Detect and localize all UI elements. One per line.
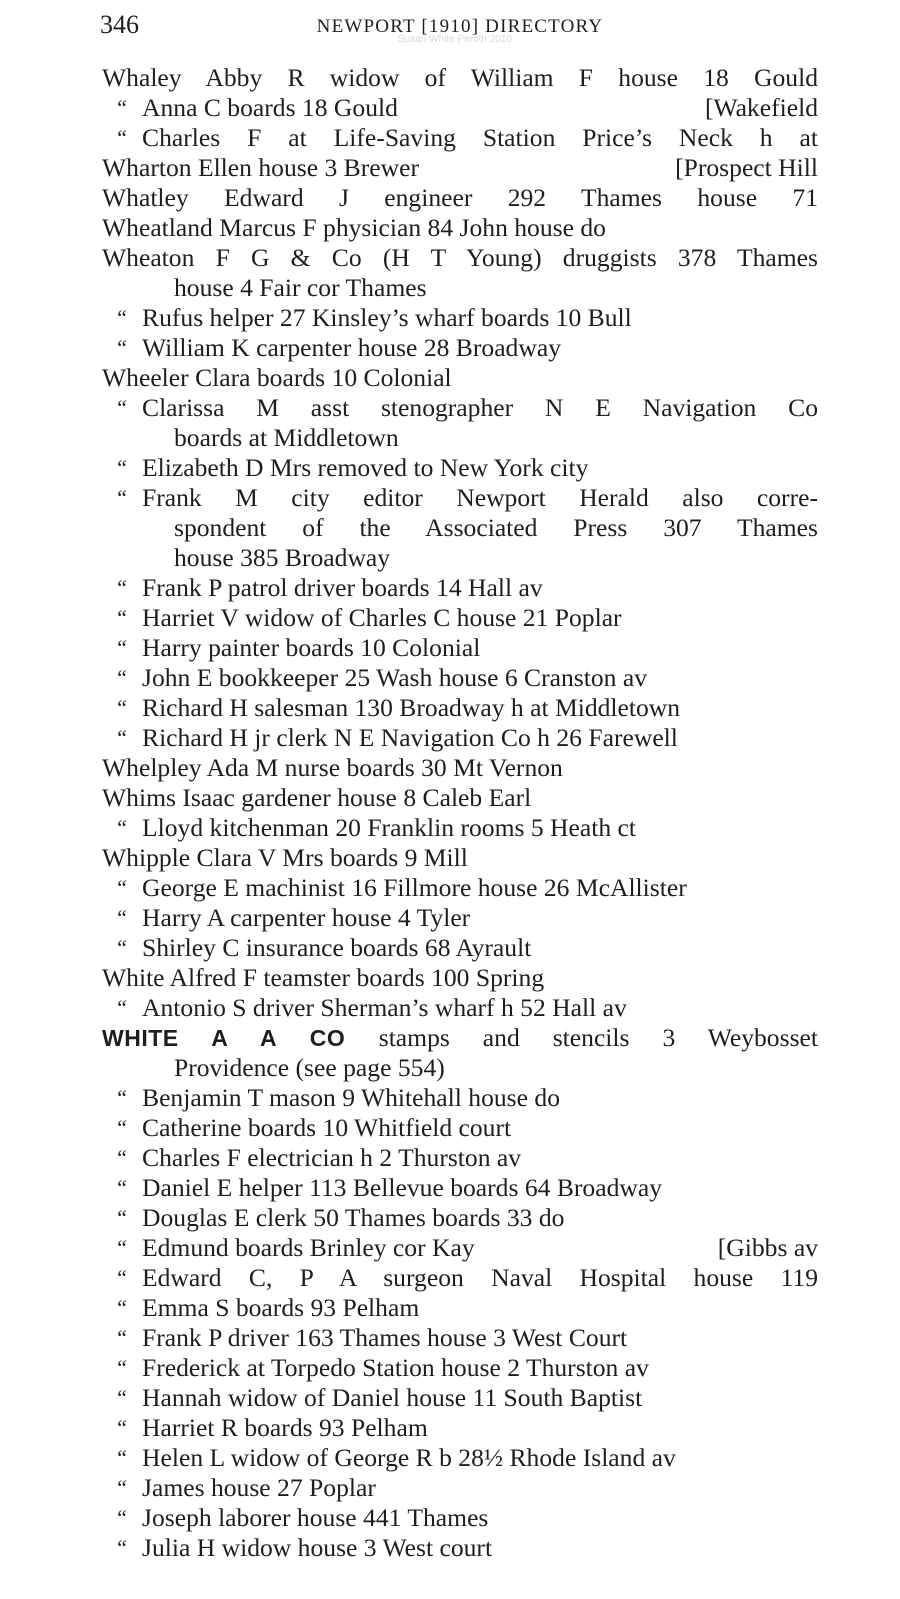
entry-text: James house 27 Poplar — [142, 1473, 376, 1502]
ditto-mark: “ — [115, 1415, 128, 1440]
ditto-mark: “ — [115, 1475, 128, 1500]
entry-continuation — [102, 1053, 818, 1083]
ditto-mark: “ — [115, 1295, 128, 1320]
entry-text: Whaley Abby R widow of William F house 18 Gould — [102, 63, 818, 92]
directory-entry — [102, 1083, 818, 1113]
directory-entry — [102, 663, 818, 693]
directory-entry — [102, 903, 818, 933]
directory-entry — [102, 1443, 818, 1473]
directory-entry — [102, 1413, 818, 1443]
directory-entry — [102, 1113, 818, 1143]
directory-entry — [102, 393, 818, 423]
entry-text: Elizabeth D Mrs removed to New York city — [142, 453, 589, 482]
directory-entry — [102, 843, 818, 873]
directory-entry — [102, 1353, 818, 1383]
entry-text: Douglas E clerk 50 Thames boards 33 do — [142, 1203, 565, 1232]
entry-bold-name: WHITE A A CO — [102, 1025, 379, 1051]
directory-entry — [102, 63, 818, 93]
entry-text: Emma S boards 93 Pelham — [142, 1293, 420, 1322]
entry-text: Daniel E helper 113 Bellevue boards 64 Broadway — [142, 1173, 663, 1202]
directory-entry — [102, 723, 818, 753]
directory-entry — [102, 753, 818, 783]
entry-bracket-continuation: [Wakefield — [704, 93, 818, 122]
entry-text: Anna C boards 18 Gould — [142, 93, 398, 122]
entry-text: Richard H jr clerk N E Navigation Co h 26 Farewell — [142, 723, 678, 752]
ditto-mark: “ — [115, 635, 128, 660]
entry-text: Wheaton F G & Co (H T Young) druggists 378 Thames — [102, 243, 818, 272]
directory-entry — [102, 933, 818, 963]
ditto-mark: “ — [115, 455, 128, 480]
entry-continuation — [102, 423, 818, 453]
entry-text: spondent of the Associated Press 307 Thames — [174, 513, 818, 542]
ditto-mark: “ — [115, 1355, 128, 1380]
directory-entry — [102, 1203, 818, 1233]
entry-text: WHITE A A CO stamps and stencils 3 Weybosset — [102, 1023, 818, 1052]
directory-entries — [102, 63, 818, 1563]
entry-text: Whims Isaac gardener house 8 Caleb Earl — [102, 783, 532, 812]
entry-text: Edmund boards Brinley cor Kay — [142, 1233, 475, 1262]
ditto-mark: “ — [115, 815, 128, 840]
directory-entry — [102, 123, 818, 153]
entry-text: White Alfred F teamster boards 100 Spring — [102, 963, 545, 992]
entry-text: William K carpenter house 28 Broadway — [142, 333, 561, 362]
entry-text: house 385 Broadway — [174, 543, 391, 572]
watermark-text: Susan White Peroth 2010 — [398, 34, 512, 45]
ditto-mark: “ — [115, 125, 128, 150]
entry-text: Harriet V widow of Charles C house 21 Poplar — [142, 603, 622, 632]
directory-entry — [102, 1473, 818, 1503]
directory-entry — [102, 1263, 818, 1293]
ditto-mark: “ — [115, 1235, 128, 1260]
ditto-mark: “ — [115, 335, 128, 360]
page-number: 346 — [100, 10, 139, 39]
entry-text: Frank P patrol driver boards 14 Hall av — [142, 573, 543, 602]
ditto-mark: “ — [115, 605, 128, 630]
ditto-mark: “ — [115, 695, 128, 720]
directory-entry — [102, 1173, 818, 1203]
entry-text: Catherine boards 10 Whitfield court — [142, 1113, 512, 1142]
entry-text: Julia H widow house 3 West court — [142, 1533, 493, 1562]
entry-bracket-continuation: [Gibbs av — [717, 1233, 818, 1262]
directory-entry — [102, 1023, 818, 1053]
ditto-mark: “ — [115, 1505, 128, 1530]
entry-text: Charles F at Life-Saving Station Price’s Neck h at — [142, 123, 818, 152]
ditto-mark: “ — [115, 995, 128, 1020]
ditto-mark: “ — [115, 395, 128, 420]
entry-text: Helen L widow of George R b 28½ Rhode Island av — [142, 1443, 676, 1472]
entry-text: Benjamin T mason 9 Whitehall house do — [142, 1083, 560, 1112]
entry-text: house 4 Fair cor Thames — [174, 273, 427, 302]
ditto-mark: “ — [115, 875, 128, 900]
entry-continuation — [102, 513, 818, 543]
entry-text: Wheatland Marcus F physician 84 John house do — [102, 213, 606, 242]
directory-entry — [102, 243, 818, 273]
directory-entry — [102, 363, 818, 393]
directory-entry — [102, 1143, 818, 1173]
ditto-mark: “ — [115, 905, 128, 930]
directory-entry — [102, 453, 818, 483]
entry-text: Whelpley Ada M nurse boards 30 Mt Vernon — [102, 753, 563, 782]
entry-text: Shirley C insurance boards 68 Ayrault — [142, 933, 532, 962]
ditto-mark: “ — [115, 1175, 128, 1200]
ditto-mark: “ — [115, 725, 128, 750]
directory-entry — [102, 333, 818, 363]
ditto-mark: “ — [115, 1445, 128, 1470]
directory-entry — [102, 1293, 818, 1323]
entry-text: John E bookkeeper 25 Wash house 6 Cranston av — [142, 663, 647, 692]
ditto-mark: “ — [115, 1145, 128, 1170]
directory-entry — [102, 183, 818, 213]
entry-text: Frederick at Torpedo Station house 2 Thurston av — [142, 1353, 649, 1382]
ditto-mark: “ — [115, 1085, 128, 1110]
directory-entry — [102, 93, 818, 123]
ditto-mark: “ — [115, 935, 128, 960]
directory-entry — [102, 693, 818, 723]
entry-continuation — [102, 273, 818, 303]
directory-entry — [102, 303, 818, 333]
entry-text: Frank M city editor Newport Herald also corre- — [142, 483, 818, 512]
entry-text: Frank P driver 163 Thames house 3 West Court — [142, 1323, 628, 1352]
directory-entry — [102, 483, 818, 513]
directory-entry — [102, 1323, 818, 1353]
entry-text: Wheeler Clara boards 10 Colonial — [102, 363, 452, 392]
ditto-mark: “ — [115, 1115, 128, 1140]
entry-text: Whipple Clara V Mrs boards 9 Mill — [102, 843, 468, 872]
entry-continuation — [102, 543, 818, 573]
directory-entry — [102, 963, 818, 993]
directory-entry — [102, 1233, 818, 1263]
directory-entry — [102, 993, 818, 1023]
ditto-mark: “ — [115, 575, 128, 600]
directory-entry — [102, 813, 818, 843]
entry-text: boards at Middletown — [174, 423, 399, 452]
ditto-mark: “ — [115, 305, 128, 330]
entry-text: George E machinist 16 Fillmore house 26 McAllister — [142, 873, 687, 902]
ditto-mark: “ — [115, 1265, 128, 1290]
entry-bracket-continuation: [Prospect Hill — [675, 153, 818, 182]
entry-text: Harry painter boards 10 Colonial — [142, 633, 481, 662]
directory-entry — [102, 633, 818, 663]
directory-entry — [102, 573, 818, 603]
entry-text: Joseph laborer house 441 Thames — [142, 1503, 489, 1532]
directory-entry — [102, 603, 818, 633]
entry-text: Rufus helper 27 Kinsley’s wharf boards 10 Bull — [142, 303, 632, 332]
entry-text: Richard H salesman 130 Broadway h at Middletown — [142, 693, 681, 722]
entry-text: Edward C, P A surgeon Naval Hospital house 119 — [142, 1263, 818, 1292]
entry-text: Whatley Edward J engineer 292 Thames house 71 — [102, 183, 818, 212]
directory-entry — [102, 1503, 818, 1533]
directory-entry — [102, 873, 818, 903]
entry-text: Harry A carpenter house 4 Tyler — [142, 903, 471, 932]
ditto-mark: “ — [115, 665, 128, 690]
directory-entry — [102, 153, 818, 183]
ditto-mark: “ — [115, 95, 128, 120]
ditto-mark: “ — [115, 1205, 128, 1230]
entry-text: Charles F electrician h 2 Thurston av — [142, 1143, 522, 1172]
ditto-mark: “ — [115, 1325, 128, 1350]
directory-entry — [102, 213, 818, 243]
entry-text: Harriet R boards 93 Pelham — [142, 1413, 428, 1442]
entry-text: Antonio S driver Sherman’s wharf h 52 Hall av — [142, 993, 627, 1022]
ditto-mark: “ — [115, 1535, 128, 1560]
entry-text: Clarissa M asst stenographer N E Navigation Co — [142, 393, 818, 422]
entry-text: Providence (see page 554) — [174, 1053, 445, 1082]
directory-entry — [102, 1383, 818, 1413]
running-title: NEWPORT [1910] DIRECTORY — [316, 16, 604, 37]
ditto-mark: “ — [115, 1385, 128, 1410]
ditto-mark: “ — [115, 485, 128, 510]
directory-entry — [102, 1533, 818, 1563]
entry-text: Hannah widow of Daniel house 11 South Baptist — [142, 1383, 643, 1412]
entry-text: Lloyd kitchenman 20 Franklin rooms 5 Heath ct — [142, 813, 637, 842]
entry-text: Wharton Ellen house 3 Brewer — [102, 153, 419, 182]
directory-entry — [102, 783, 818, 813]
